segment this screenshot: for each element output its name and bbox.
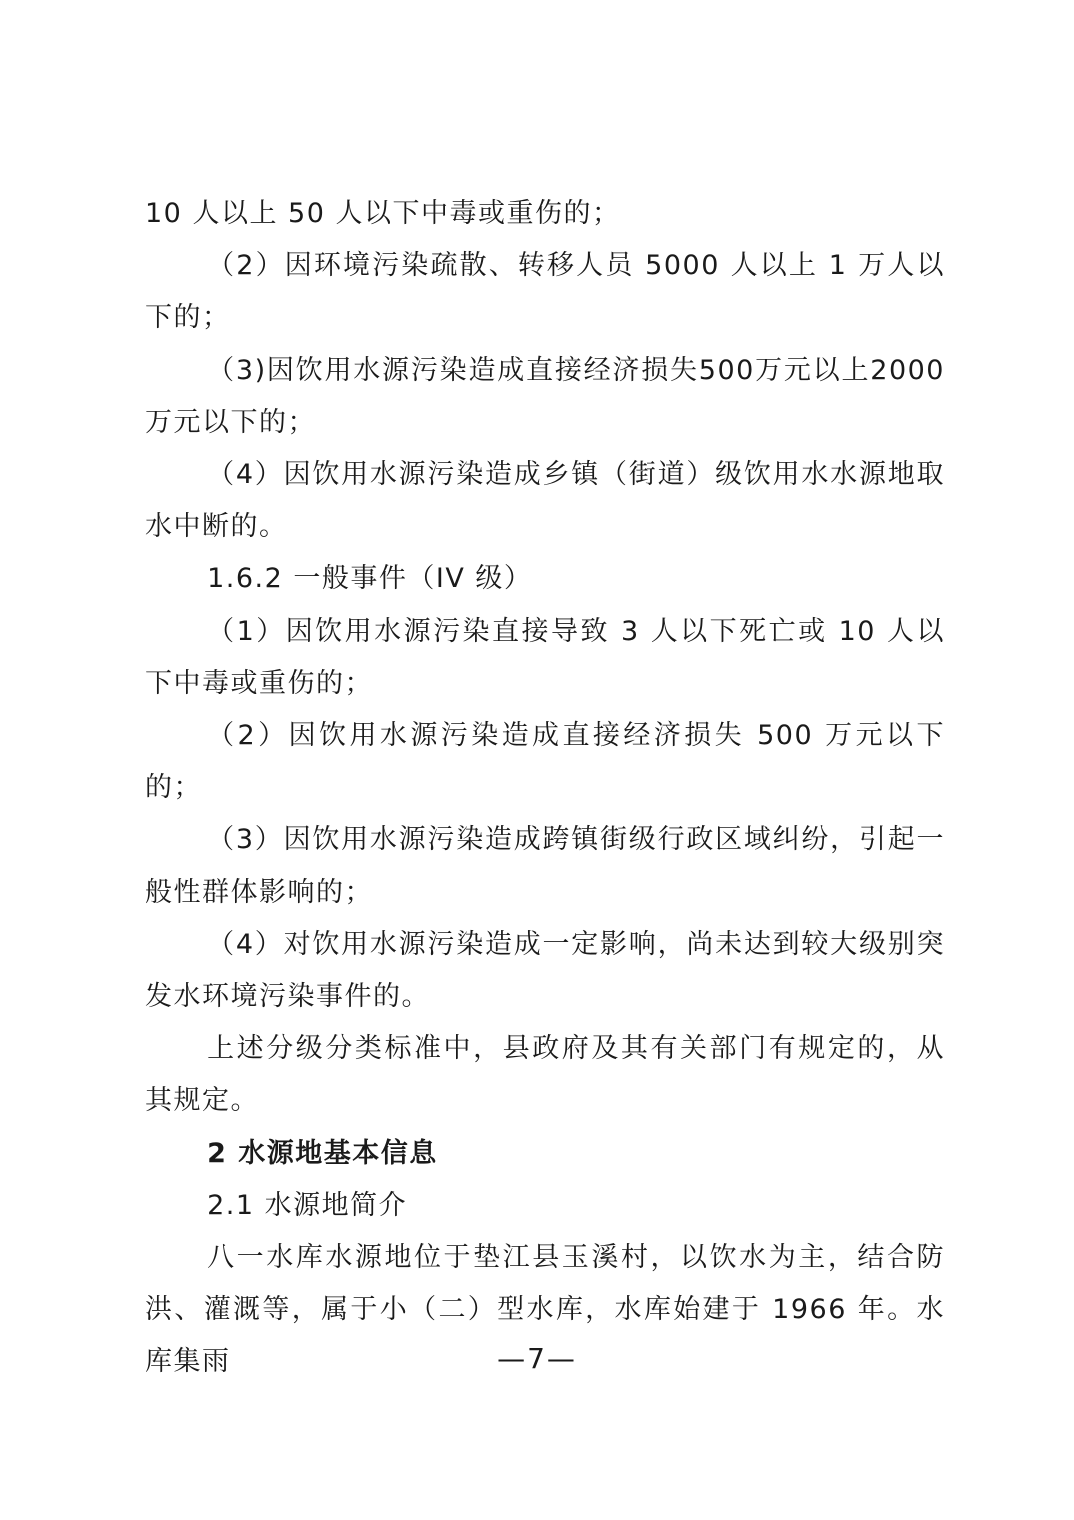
section-heading-2: 2 水源地基本信息 [207, 1137, 438, 1169]
paragraph-item-2: （2）因环境污染疏散、转移人员 5000 人以上 1 万人以下的； [145, 250, 945, 334]
section-heading-1-6-2: 1.6.2 一般事件（IV 级） [207, 563, 533, 595]
paragraph-general-item-4: （4）对饮用水源污染造成一定影响，尚未达到较大级别突发水环境污染事件的。 [145, 928, 945, 1013]
paragraph-water-source-intro: 八一水库水源地位于垫江县玉溪村，以饮水为主，结合防洪、灌溉等，属于小（二）型水库，水库始建于 1966 年。水库集雨 [145, 1242, 945, 1378]
body-text [145, 188, 945, 1389]
paragraph-continuation: 10 人以上 50 人以下中毒或重伤的； [145, 198, 621, 229]
paragraph-item-4: （4）因饮用水源污染造成乡镇（街道）级饮用水水源地取水中断的。 [145, 459, 945, 543]
paragraph-general-item-3: （3）因饮用水源污染造成跨镇街级行政区域纠纷，引起一般性群体影响的； [145, 824, 945, 908]
section-heading-2-1: 2.1 水源地简介 [207, 1189, 408, 1221]
paragraph-item-3: （3)因饮用水源污染造成直接经济损失500万元以上2000万元以下的； [145, 354, 945, 438]
paragraph-general-item-1: （1）因饮用水源污染直接导致 3 人以下死亡或 10 人以下中毒或重伤的； [145, 615, 945, 699]
paragraph-classification-note: 上述分级分类标准中，县政府及其有关部门有规定的，从其规定。 [145, 1033, 945, 1117]
page-number: —7— [497, 1342, 577, 1375]
paragraph-general-item-2: （2）因饮用水源污染造成直接经济损失 500 万元以下的； [145, 720, 945, 804]
